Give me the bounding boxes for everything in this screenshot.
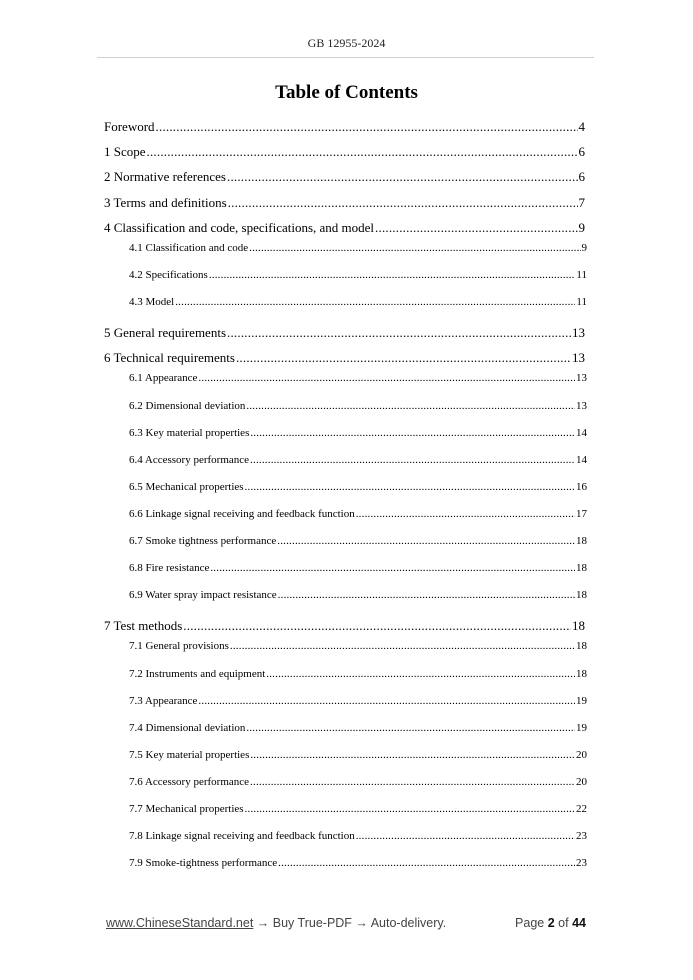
toc-leader-dots [266, 668, 575, 680]
toc-entry-label: 4 Classification and code, specifications, and model [104, 220, 375, 235]
toc-entry-page: 7 [578, 195, 585, 210]
toc-leader-dots [230, 640, 575, 652]
toc-entry-label: 7.5 Key material properties [129, 749, 250, 761]
toc-leader-dots [245, 803, 575, 815]
toc-entry-label: 6.2 Dimensional deviation [129, 400, 246, 412]
of-word: of [558, 916, 569, 930]
toc-subentry[interactable] [129, 296, 587, 308]
toc-entry-page: 9 [578, 220, 585, 235]
page-footer [106, 916, 586, 932]
toc-entry[interactable] [104, 195, 585, 211]
toc-entry-label: 7 Test methods [104, 618, 183, 633]
toc-entry-label: 7.2 Instruments and equipment [129, 668, 266, 680]
page-word: Page [515, 916, 545, 930]
toc-entry-page: 14 [576, 427, 587, 439]
toc-entry-page: 13 [572, 325, 585, 340]
toc-leader-dots [250, 749, 575, 761]
toc-subentry[interactable] [129, 427, 587, 439]
toc-subentry[interactable] [129, 454, 587, 466]
toc-leader-dots [250, 427, 575, 439]
toc-entry[interactable] [104, 119, 585, 135]
toc-entry-page: 6 [578, 169, 585, 184]
toc-entry-page: 13 [576, 400, 587, 412]
toc-leader-dots [156, 119, 578, 135]
toc-entry-label: 5 General requirements [104, 325, 227, 340]
toc-entry-page: 6 [578, 144, 585, 159]
toc-leader-dots [246, 722, 575, 734]
toc-entry-label: 6 Technical requirements [104, 350, 235, 365]
footer-tagline: → Buy True-PDF → Auto-delivery. [253, 916, 447, 930]
toc-entry[interactable] [104, 350, 585, 366]
toc-entry-page: 4 [578, 119, 585, 134]
toc-entry-label: Foreword [104, 119, 155, 134]
toc-entry-label: 7.4 Dimensional deviation [129, 722, 246, 734]
toc-entry-page: 20 [576, 776, 587, 788]
website-link[interactable]: www.ChineseStandard.net [106, 916, 254, 930]
toc-leader-dots [249, 242, 580, 254]
toc-subentry[interactable] [129, 372, 587, 384]
toc-entry-label: 6.7 Smoke tightness performance [129, 535, 277, 547]
toc-subentry[interactable] [129, 242, 587, 254]
toc-subentry[interactable] [129, 562, 587, 574]
toc-subentry[interactable] [129, 857, 587, 869]
toc-subentry[interactable] [129, 508, 587, 520]
toc-leader-dots [278, 857, 575, 869]
toc-leader-dots [246, 400, 575, 412]
toc-subentry[interactable] [129, 668, 587, 680]
toc-leader-dots [375, 220, 577, 236]
toc-subentry[interactable] [129, 776, 587, 788]
toc-leader-dots [183, 618, 571, 634]
toc-entry-page: 20 [576, 749, 587, 761]
page-total: 44 [572, 916, 586, 930]
toc-entry-label: 7.9 Smoke-tightness performance [129, 857, 278, 869]
page-current: 2 [547, 916, 555, 930]
toc-entry-page: 18 [576, 589, 587, 601]
toc-leader-dots [175, 296, 575, 308]
toc-leader-dots [227, 169, 578, 185]
toc-leader-dots [277, 535, 575, 547]
running-header: GB 12955-2024 [307, 36, 386, 50]
toc-entry-page: 9 [581, 242, 587, 254]
toc-entry-page: 18 [576, 535, 587, 547]
toc-entry-page: 18 [576, 640, 587, 652]
toc-leader-dots [236, 350, 571, 366]
toc-leader-dots [147, 144, 578, 160]
toc-leader-dots [356, 830, 575, 842]
toc-entry-page: 16 [576, 481, 587, 493]
toc-subentry[interactable] [129, 269, 587, 281]
page-title: Table of Contents [275, 82, 418, 103]
toc-entry-page: 11 [576, 296, 587, 308]
toc-entry-label: 7.6 Accessory performance [129, 776, 250, 788]
toc-entry[interactable] [104, 618, 585, 634]
toc-entry-label: 7.1 General provisions [129, 640, 229, 652]
toc-subentry[interactable] [129, 640, 587, 652]
toc-leader-dots [227, 325, 571, 341]
toc-entry-page: 19 [576, 695, 587, 707]
toc-entry-page: 23 [576, 830, 587, 842]
toc-entry-label: 7.8 Linkage signal receiving and feedback function [129, 830, 355, 842]
page-indicator [515, 916, 586, 930]
toc-entry-label: 6.4 Accessory performance [129, 454, 250, 466]
toc-subentry[interactable] [129, 749, 587, 761]
toc-entry[interactable] [104, 220, 585, 236]
toc-entry-page: 13 [572, 350, 585, 365]
toc-subentry[interactable] [129, 722, 587, 734]
toc-entry-label: 3 Terms and definitions [104, 195, 227, 210]
toc-entry-label: 4.3 Model [129, 296, 175, 308]
toc-entry-page: 18 [576, 562, 587, 574]
toc-entry-page: 13 [576, 372, 587, 384]
toc-entry-label: 4.2 Specifications [129, 269, 208, 281]
toc-entry-page: 11 [576, 269, 587, 281]
toc-entry-page: 19 [576, 722, 587, 734]
toc-entry[interactable] [104, 325, 585, 341]
toc-leader-dots [198, 695, 575, 707]
toc-entry-page: 17 [576, 508, 587, 520]
toc-subentry[interactable] [129, 400, 587, 412]
toc-leader-dots [210, 562, 575, 574]
footer-promo [106, 916, 446, 930]
toc-entry-label: 7.7 Mechanical properties [129, 803, 244, 815]
toc-entry-page: 14 [576, 454, 587, 466]
toc-entry-label: 6.1 Appearance [129, 372, 198, 384]
toc-entry-page: 18 [572, 618, 585, 633]
toc-entry-label: 7.3 Appearance [129, 695, 198, 707]
toc-entry-label: 4.1 Classification and code [129, 242, 249, 254]
toc-leader-dots [198, 372, 575, 384]
toc-leader-dots [278, 589, 575, 601]
toc-leader-dots [209, 269, 576, 281]
header-divider [97, 57, 594, 58]
toc-leader-dots [250, 776, 575, 788]
toc-entry-label: 6.5 Mechanical properties [129, 481, 244, 493]
toc-entry-page: 22 [576, 803, 587, 815]
toc-leader-dots [228, 195, 578, 211]
toc-leader-dots [356, 508, 575, 520]
toc-subentry[interactable] [129, 803, 587, 815]
toc-entry-page: 23 [576, 857, 587, 869]
toc-entry-page: 18 [576, 668, 587, 680]
toc-subentry[interactable] [129, 481, 587, 493]
toc-entry-label: 2 Normative references [104, 169, 226, 184]
toc-entry-label: 6.6 Linkage signal receiving and feedback function [129, 508, 355, 520]
toc-entry-label: 6.9 Water spray impact resistance [129, 589, 277, 601]
toc-subentry[interactable] [129, 535, 587, 547]
toc-leader-dots [245, 481, 575, 493]
toc-subentry[interactable] [129, 695, 587, 707]
toc-leader-dots [250, 454, 575, 466]
toc-entry[interactable] [104, 169, 585, 185]
toc-entry-label: 6.3 Key material properties [129, 427, 250, 439]
toc-entry-label: 1 Scope [104, 144, 146, 159]
toc-entry-label: 6.8 Fire resistance [129, 562, 210, 574]
toc-subentry[interactable] [129, 830, 587, 842]
toc-entry[interactable] [104, 144, 585, 160]
toc-subentry[interactable] [129, 589, 587, 601]
